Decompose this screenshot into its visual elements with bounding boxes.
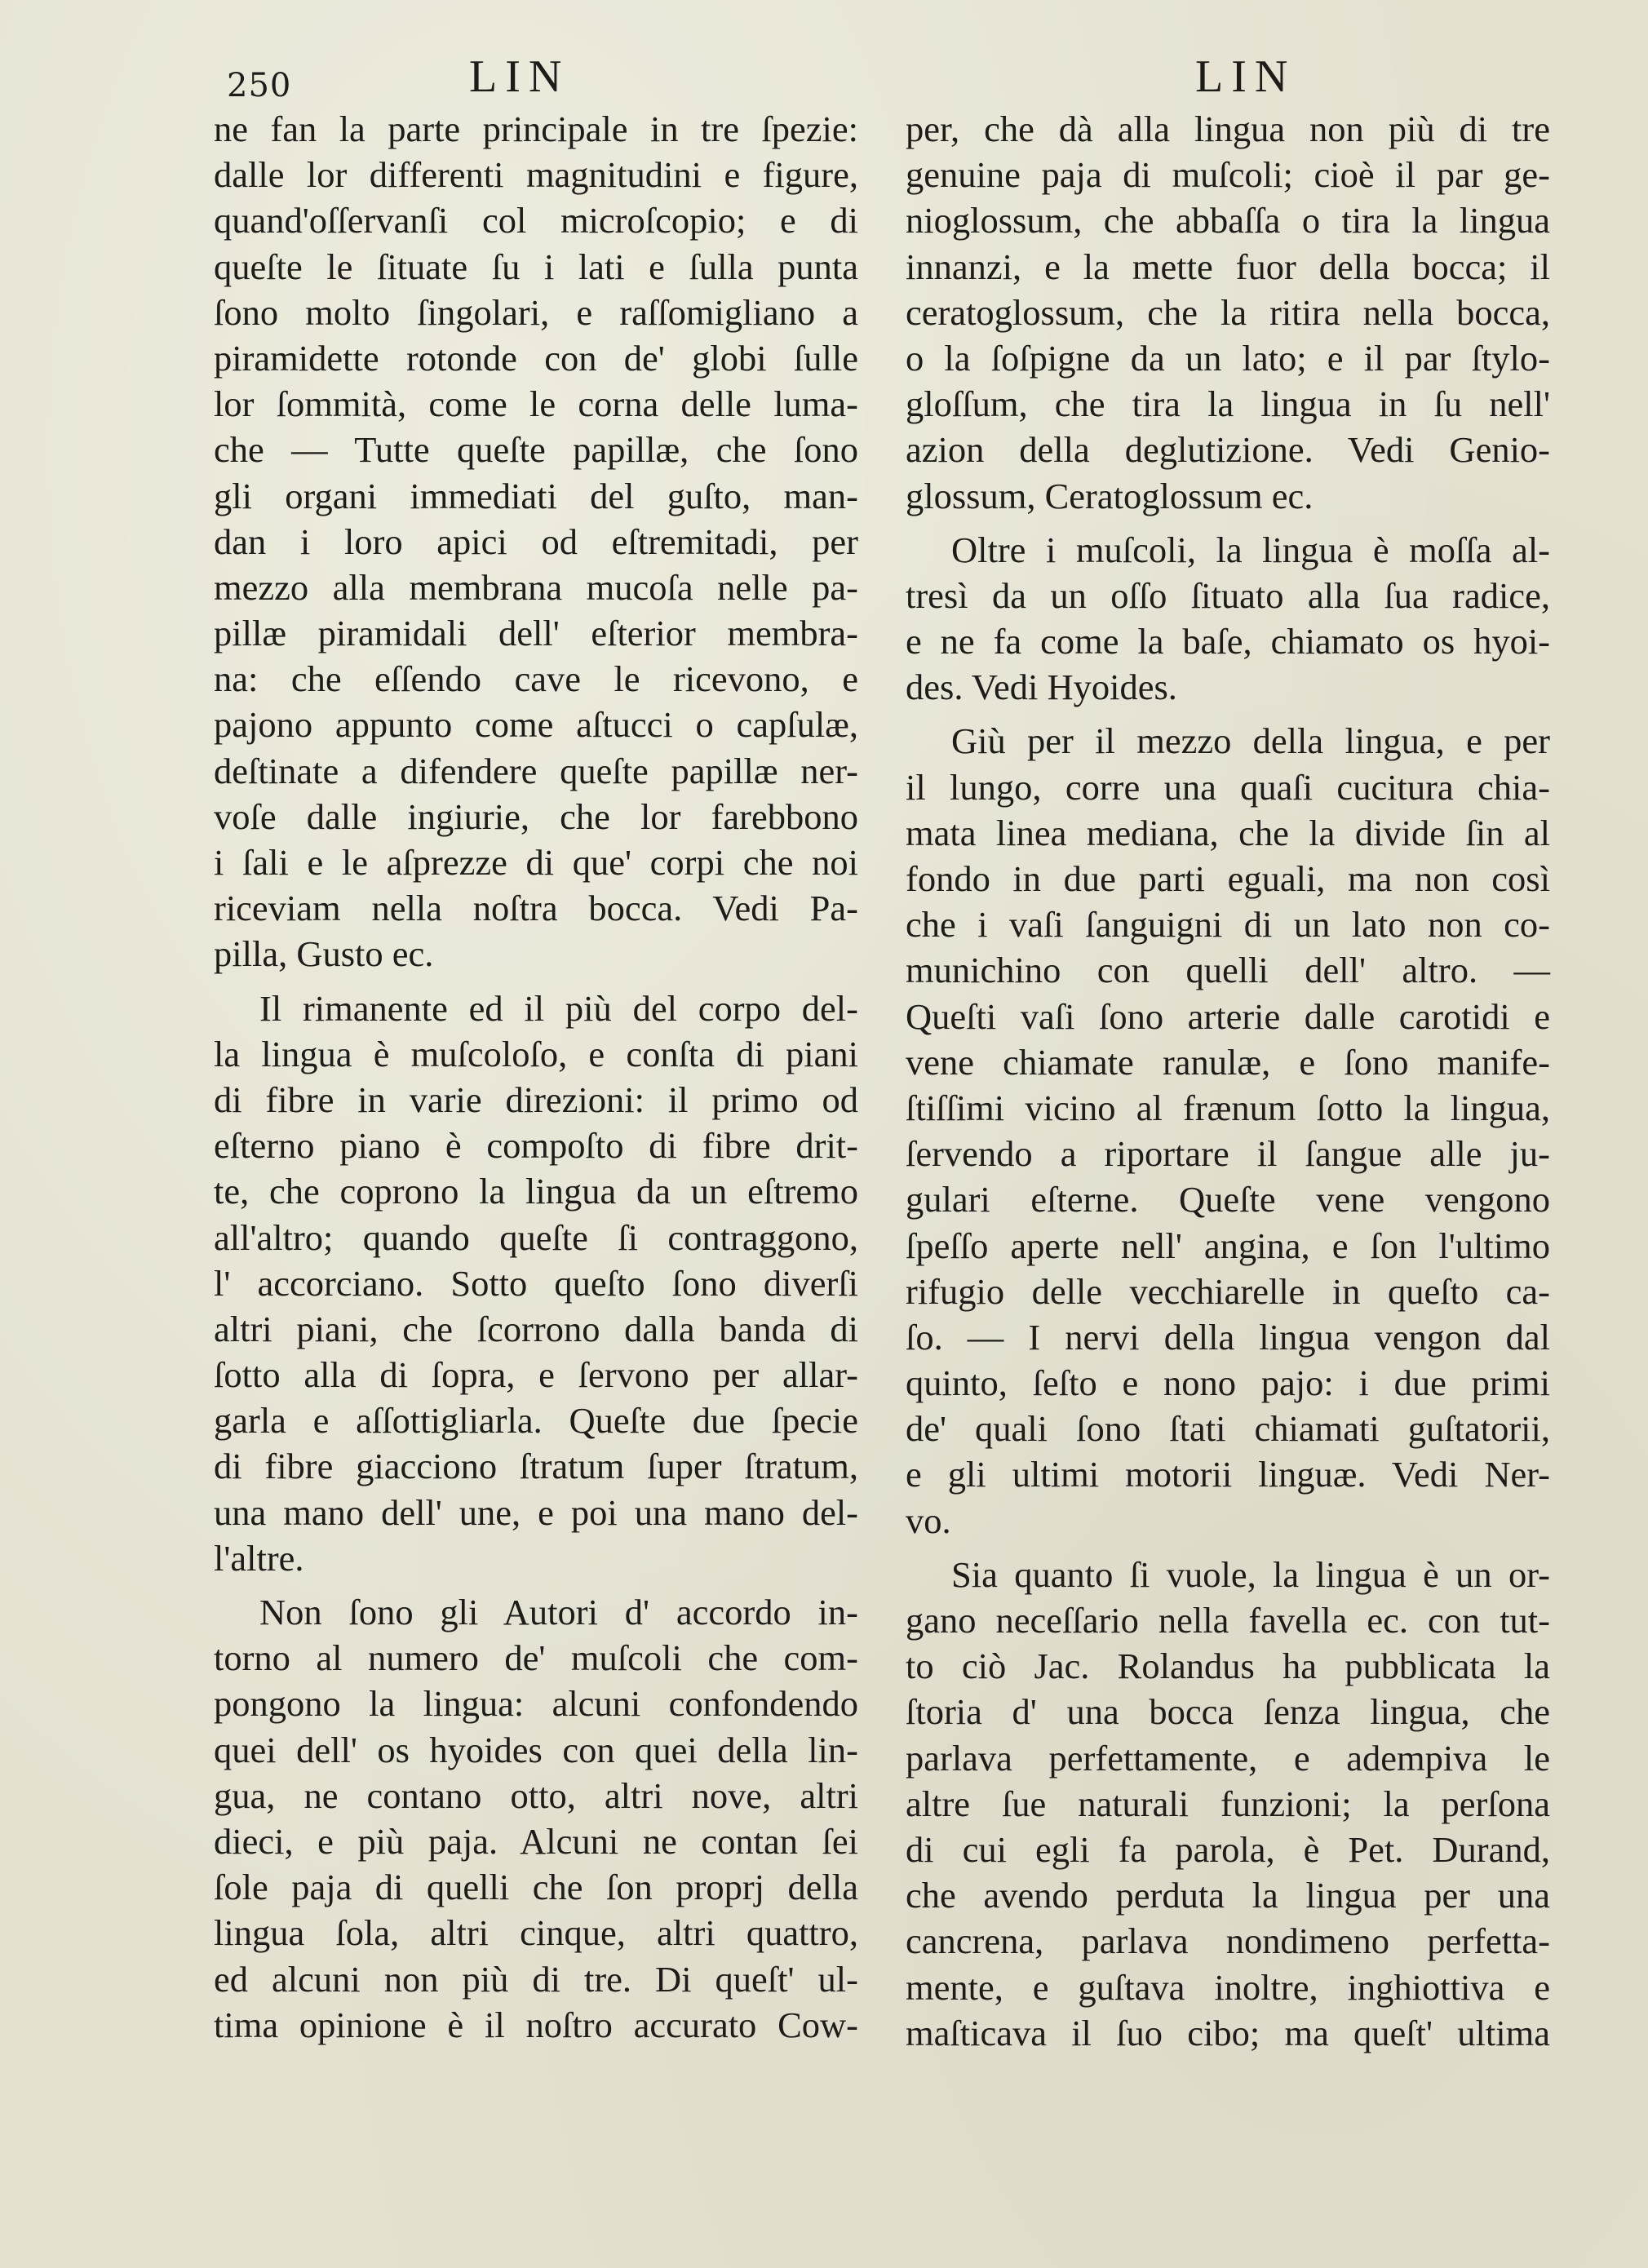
text-line: e gli ultimi motorii linguæ. Vedi Ner- xyxy=(906,1454,1550,1495)
text-line: di fibre giacciono ſtratum ſuper ſtratum, xyxy=(214,1446,858,1487)
text-line: te, che coprono la lingua da un eſtremo xyxy=(214,1171,858,1212)
text-line: pajono appunto come aſtucci o capſulæ, xyxy=(214,704,858,746)
text-line: tima opinione è il noſtro accurato Cow- xyxy=(214,2004,858,2045)
text-line: quinto, ſeſto e nono pajo: i due primi xyxy=(906,1362,1550,1404)
text-line: mente, e guſtava inoltre, inghiottiva e xyxy=(906,1966,1550,2008)
text-line: ſotto alla di ſopra, e ſervono per allar- xyxy=(214,1354,858,1396)
text-line: voſe dalle ingiurie, che lor farebbono xyxy=(214,795,858,837)
text-line: parlava perfettamente, e adempiva le xyxy=(906,1737,1550,1779)
text-line: piramidette rotonde con de' globi ſulle xyxy=(214,337,858,379)
text-line: o la ſoſpigne da un lato; e il par ſtylo- xyxy=(906,337,1550,379)
text-line: maſticava il ſuo cibo; ma queſt' ultima xyxy=(906,2012,1550,2053)
text-line-paragraph-start: Il rimanente ed il più del corpo del- xyxy=(259,987,858,1029)
text-line: fondo in due parti eguali, ma non così xyxy=(906,858,1550,899)
text-line: gano neceſſario nella favella ec. con tut- xyxy=(906,1600,1550,1641)
text-line: de' quali ſono ſtati chiamati guſtatorii, xyxy=(906,1408,1550,1450)
text-line: l'altre. xyxy=(214,1537,304,1579)
left-column xyxy=(214,106,858,2048)
text-line-paragraph-start: Sia quanto ſi vuole, la lingua è un or- xyxy=(951,1553,1550,1595)
text-line: eſterno piano è compoſto di fibre drit- xyxy=(214,1125,858,1167)
text-line: vo. xyxy=(906,1499,951,1541)
text-line: ſpeſſo aperte nell' angina, e ſon l'ultimo xyxy=(906,1225,1550,1266)
paragraph-gap xyxy=(214,977,858,986)
text-line-cross-reference: glossum, Ceratoglossum ec. xyxy=(906,475,1314,516)
text-line: una mano dell' une, e poi una mano del- xyxy=(214,1491,858,1533)
text-line: torno al numero de' muſcoli che com- xyxy=(214,1637,858,1679)
text-line-cross-reference: des. Vedi Hyoides. xyxy=(906,667,1177,708)
text-line: pongono la lingua: alcuni confondendo xyxy=(214,1683,858,1725)
text-line: lingua ſola, altri cinque, altri quattro, xyxy=(214,1912,858,1954)
text-line: innanzi, e la mette fuor della bocca; il xyxy=(906,246,1550,287)
text-line: altri piani, che ſcorrono dalla banda di xyxy=(214,1308,858,1349)
text-line: ceratoglossum, che la ritira nella bocca, xyxy=(906,291,1550,333)
text-line: gloſſum, che tira la lingua in ſu nell' xyxy=(906,383,1550,425)
text-line: ſole paja di quelli che ſon proprj della xyxy=(214,1867,858,1908)
text-line: gua, ne contano otto, altri nove, altri xyxy=(214,1774,858,1816)
text-line: garla e aſſottigliarla. Queſte due ſpecie xyxy=(214,1400,858,1442)
text-line: cancrena, parlava nondimeno perfetta- xyxy=(906,1920,1550,1962)
text-line: pillæ piramidali dell' eſterior membra- xyxy=(214,613,858,654)
text-line: e ne fa come la baſe, chiamato os hyoi- xyxy=(906,621,1550,662)
text-line: ſo. — I nervi della lingua vengon dal xyxy=(906,1316,1550,1358)
text-line: mezzo alla membrana mucoſa nelle pa- xyxy=(214,566,858,608)
text-line: munichino con quelli dell' altro. — xyxy=(906,950,1550,991)
text-line-paragraph-start: Giù per il mezzo della lingua, e per xyxy=(951,720,1550,762)
text-line: deſtinate a difendere queſte papillæ ner- xyxy=(214,750,858,791)
text-line: ſervendo a riportare il ſangue alle ju- xyxy=(906,1133,1550,1175)
page-number: 250 xyxy=(227,67,292,104)
right-column xyxy=(906,106,1550,2056)
text-line-cross-reference: pilla, Gusto ec. xyxy=(214,933,434,975)
text-line: azion della deglutizione. Vedi Genio- xyxy=(906,429,1550,471)
text-line: vene chiamate ranulæ, e ſono manife- xyxy=(906,1041,1550,1083)
text-line: lor ſommità, come le corna delle luma- xyxy=(214,383,858,425)
text-line: dalle lor differenti magnitudini e figure, xyxy=(214,154,858,196)
text-line: ſtoria d' una bocca ſenza lingua, che xyxy=(906,1691,1550,1733)
running-head-right: LIN xyxy=(1195,51,1296,102)
text-line: dan i loro apici od eſtremitadi, per xyxy=(214,520,858,562)
text-line: la lingua è muſcoloſo, e conſta di piani xyxy=(214,1033,858,1074)
text-line: ſono molto ſingolari, e raſſomigliano a xyxy=(214,291,858,333)
text-line-paragraph-start: Oltre i muſcoli, la lingua è moſſa al- xyxy=(951,529,1550,570)
text-line: l' accorciano. Sotto queſto ſono diverſi xyxy=(214,1262,858,1304)
paragraph-gap xyxy=(906,1544,1550,1552)
text-line: quei dell' os hyoides con quei della lin- xyxy=(214,1729,858,1770)
text-line: ne fan la parte principale in tre ſpezie: xyxy=(214,109,858,149)
text-line: i ſali e le aſprezze di que' corpi che noi xyxy=(214,842,858,883)
text-line: to ciò Jac. Rolandus ha pubblicata la xyxy=(906,1646,1550,1687)
paragraph-gap xyxy=(214,1581,858,1589)
text-line: all'altro; quando queſte ſi contraggono, xyxy=(214,1216,858,1258)
running-head-left: LIN xyxy=(469,51,570,102)
text-line: tresì da un oſſo ſituato alla ſua radice, xyxy=(906,574,1550,616)
text-line: che i vaſi ſanguigni di un lato non co- xyxy=(906,904,1550,946)
text-line: quand'oſſervanſi col microſcopio; e di xyxy=(214,200,858,241)
text-line: altre ſue naturali funzioni; la perſona xyxy=(906,1783,1550,1824)
text-line: per, che dà alla lingua non più di tre xyxy=(906,109,1550,149)
text-line: che avendo perduta la lingua per una xyxy=(906,1875,1550,1916)
text-line: di cui egli fa parola, è Pet. Durand, xyxy=(906,1828,1550,1870)
text-line: gulari eſterne. Queſte vene vengono xyxy=(906,1179,1550,1220)
text-line: rifugio delle vecchiarelle in queſto ca- xyxy=(906,1270,1550,1312)
text-line: di fibre in varie direzioni: il primo od xyxy=(214,1079,858,1120)
text-line: na: che eſſendo cave le ricevono, e xyxy=(214,658,858,700)
text-line: gli organi immediati del guſto, man- xyxy=(214,475,858,516)
text-line: dieci, e più paja. Alcuni ne contan ſei xyxy=(214,1820,858,1862)
text-line: che — Tutte queſte papillæ, che ſono xyxy=(214,429,858,471)
text-line: ſtiſſimi vicino al frænum ſotto la lingua, xyxy=(906,1087,1550,1128)
text-line: ed alcuni non più di tre. Di queſt' ul- xyxy=(214,1958,858,2000)
text-line: queſte le ſituate ſu i lati e ſulla punta xyxy=(214,246,858,287)
text-line: il lungo, corre una quaſi cucitura chia- xyxy=(906,766,1550,808)
paragraph-gap xyxy=(906,710,1550,718)
text-line: Queſti vaſi ſono arterie dalle carotidi e xyxy=(906,995,1550,1037)
text-line-paragraph-start: Non ſono gli Autori d' accordo in- xyxy=(259,1592,858,1632)
text-line: riceviam nella noſtra bocca. Vedi Pa- xyxy=(214,888,858,929)
paragraph-gap xyxy=(906,519,1550,527)
text-line: mata linea mediana, che la divide ſin al xyxy=(906,812,1550,853)
text-line: genuine paja di muſcoli; cioè il par ge- xyxy=(906,154,1550,196)
text-line: nioglossum, che abbaſſa o tira la lingua xyxy=(906,200,1550,241)
